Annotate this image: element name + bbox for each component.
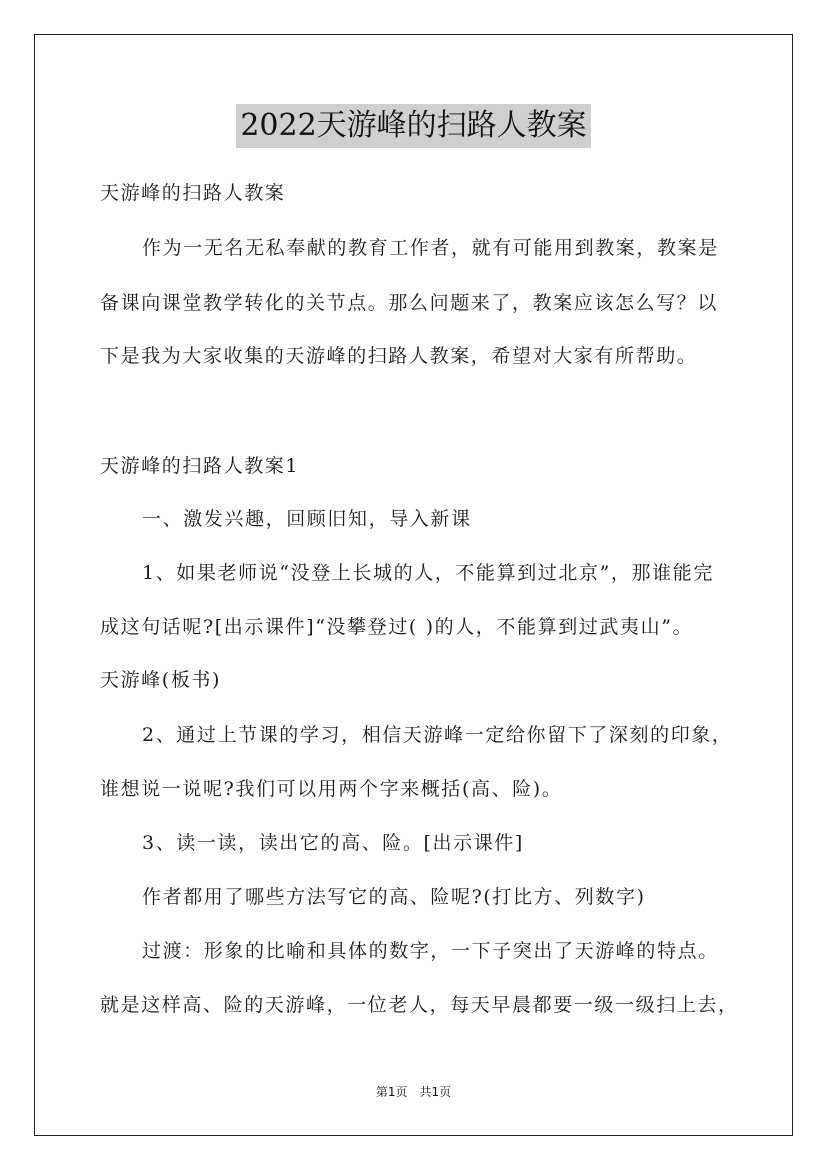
intro-line-1: 作为一无名无私奉献的教育工作者，就有可能用到教案，教案是: [142, 237, 719, 259]
body-line-2: 1、如果老师说“没登上长城的人，不能算到过北京”，那谁能完: [142, 562, 714, 584]
intro-line-3: 下是我为大家收集的天游峰的扫路人教案，希望对大家有所帮助。: [100, 345, 698, 367]
body-line-10: 就是这样高、险的天游峰，一位老人，每天早晨都要一级一级扫上去，: [100, 994, 739, 1016]
body-line-9: 过渡：形象的比喻和具体的数字，一下子突出了天游峰的特点。: [142, 940, 719, 962]
document-subtitle: 天游峰的扫路人教案: [100, 182, 286, 204]
intro-line-2: 备课向课堂教学转化的关节点。那么问题来了，教案应该怎么写？以: [100, 292, 719, 314]
body-line-7: 3、读一读，读出它的高、险。[出示课件]: [142, 832, 524, 854]
body-line-6: 谁想说一说呢?我们可以用两个字来概括(高、险)。: [100, 778, 563, 800]
page-footer: 第1页 共1页: [375, 1085, 452, 1099]
title-container: [0, 104, 827, 148]
body-line-1: 一、激发兴趣，回顾旧知，导入新课: [142, 508, 472, 530]
body-line-3: 成这句话呢?[出示课件]“没攀登过( )的人，不能算到过武夷山”。: [100, 616, 694, 638]
body-line-8: 作者都用了哪些方法写它的高、险呢?(打比方、列数字): [142, 886, 646, 908]
body-line-4: 天游峰(板书): [100, 669, 222, 691]
body-line-5: 2、通过上节课的学习，相信天游峰一定给你留下了深刻的印象，: [142, 724, 733, 746]
section-title: 天游峰的扫路人教案1: [100, 455, 300, 477]
document-title: 2022天游峰的扫路人教案: [236, 104, 590, 148]
